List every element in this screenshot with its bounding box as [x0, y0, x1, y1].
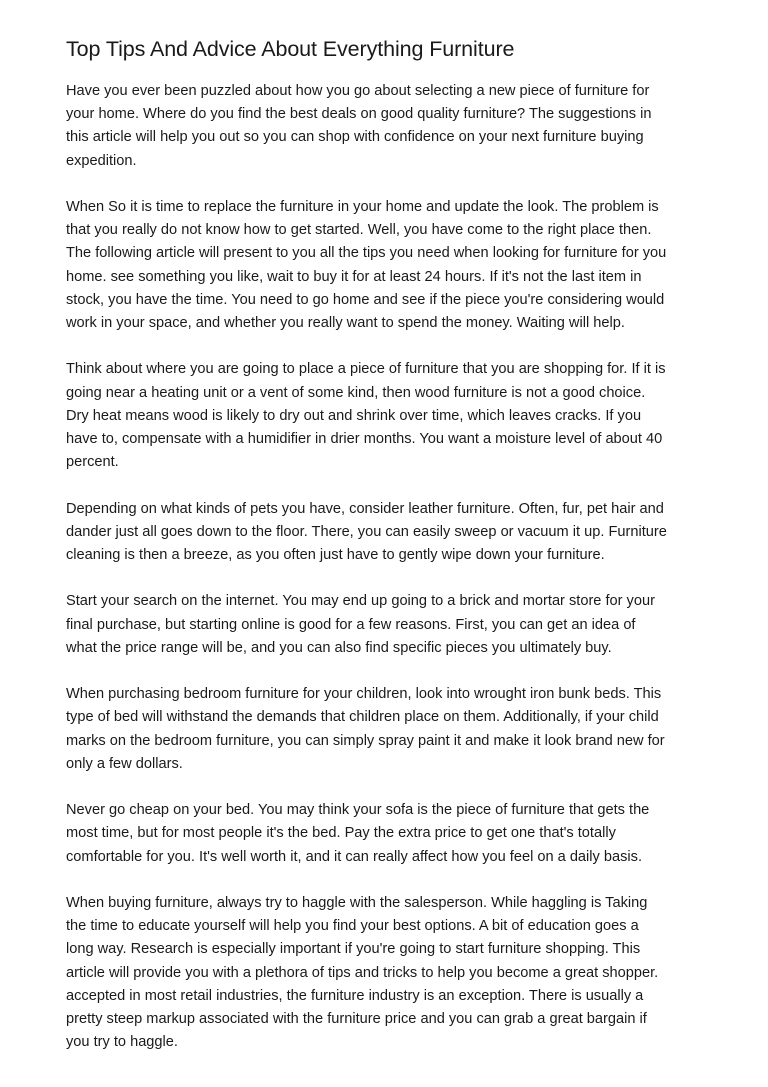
page-title: Top Tips And Advice About Everything Furniture [66, 37, 515, 61]
paragraph-bed-quality: Never go cheap on your bed. You may think your sofa is the piece of furniture that gets the most time, but for most people it's the bed. Pay the extra price to get one that's totally comfortable for you. It's well worth it, and it can really affect how you feel on a daily basis. [66, 802, 650, 865]
paragraph-replace-furniture: When So it is time to replace the furniture in your home and update the look. The problem is that you really do not know how to get started. Well, you have come to the right place then. The following article will present to you all the tips you need when looking for furniture for you home. see something you like, wait to buy it for at least 24 hours. If it's not the last item in stock, you have the time. You need to go home and see if the piece you're considering would work in your space, and whether you really want to spend the money. Waiting will help. [66, 199, 667, 332]
document-page [66, 34, 714, 1078]
paragraph-pets-leather: Depending on what kinds of pets you have, consider leather furniture. Often, fur, pet hair and dander just all goes down to the floor. There, you can easily sweep or vacuum it up. Furniture cleaning is then a breeze, as you often just have to gently wipe down your furniture. [66, 500, 667, 564]
paragraph-search-online: Start your search on the internet. You may end up going to a brick and mortar store for your final purchase, but starting online is good for a few reasons. First, you can get an idea of what the price range will be, and you can also find specific pieces you ultimately buy. [66, 593, 655, 656]
paragraph-bedroom-children: When purchasing bedroom furniture for your children, look into wrought iron bunk beds. This type of bed will withstand the demands that children place on them. Additionally, if your child marks on the bedroom furniture, you can simply spray paint it and make it look brand new for only a few dollars. [66, 686, 665, 772]
paragraph-haggle: When buying furniture, always try to haggle with the salesperson. While haggling is Taking the time to educate yourself will help you find your best options. A bit of education goes a long way. Research is especially important if you're going to start furniture shopping. This article will provide you with a plethora of tips and tricks to help you become a great shopper. accepted in most retail industries, the furniture industry is an exception. There is usually a pretty steep markup associated with the furniture price and you can grab a great bargain if you try to haggle. [66, 895, 659, 1051]
paragraph-intro: Have you ever been puzzled about how you go about selecting a new piece of furniture for your home. Where do you find the best deals on good quality furniture? The suggestions in this article will help you out so you can shop with confidence on your next furniture buying expedition. [66, 83, 652, 169]
paragraph-placement: Think about where you are going to place a piece of furniture that you are shopping for. If it is going near a heating unit or a vent of some kind, then wood furniture is not a good choice. Dry heat means wood is likely to dry out and shrink over time, which leaves cracks. If you have to, compensate with a humidifier in drier months. You want a moisture level of about 40 percent. [66, 361, 666, 471]
